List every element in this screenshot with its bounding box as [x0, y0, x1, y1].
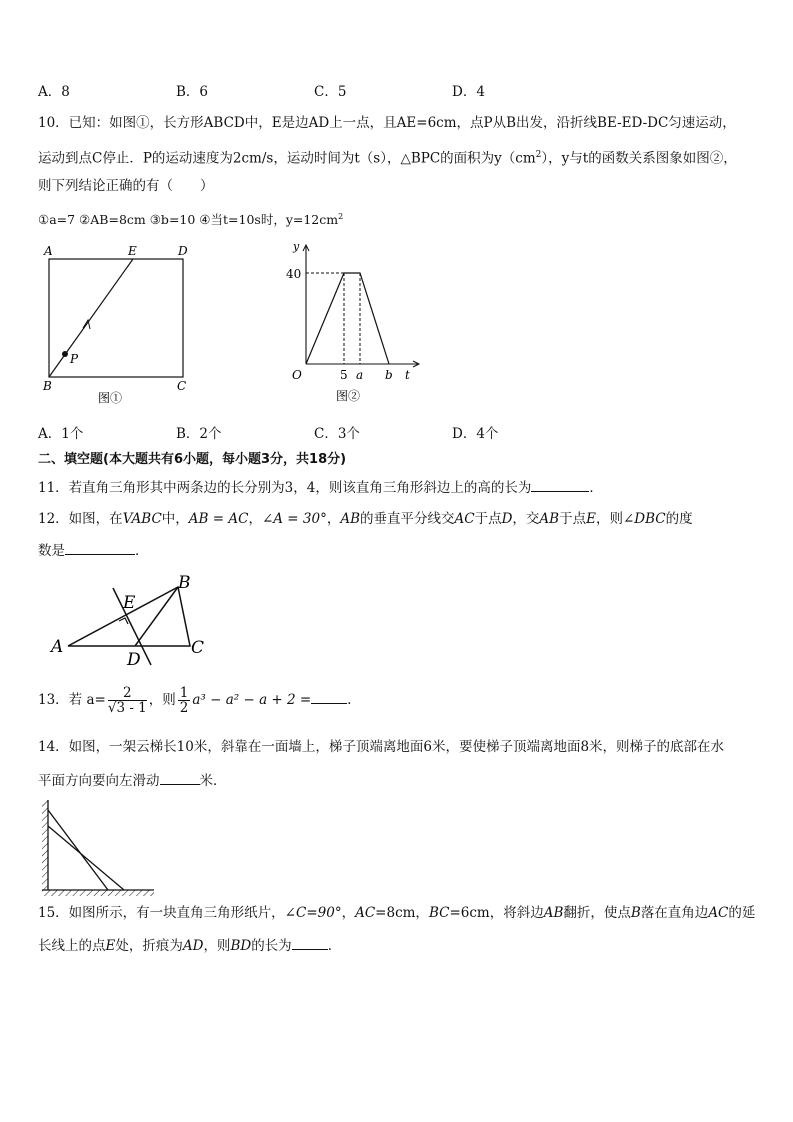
label-b: B	[43, 379, 52, 393]
wall-hatching	[42, 800, 48, 890]
q14-answer-blank	[160, 770, 200, 785]
q13-half-fraction: $\frac{1}{2}$	[179, 685, 189, 716]
q10-option-c: C．3个	[314, 426, 360, 442]
q13-answer-blank	[311, 689, 347, 704]
t-tick-b: b	[385, 368, 393, 382]
label-a: A	[44, 244, 53, 258]
label-d: D	[178, 244, 188, 258]
q10-option-d: D．4个	[452, 426, 499, 442]
t-label: t	[405, 368, 410, 382]
q15-answer-blank	[292, 935, 328, 950]
label-p: P	[70, 352, 79, 366]
section-2-heading: 二、填空题(本大题共有6小题，每小题3分，共18分)	[38, 452, 347, 467]
figure-1-caption: 图①	[98, 391, 123, 405]
figure-2-caption: 图②	[336, 389, 361, 403]
right-angle-mark	[119, 618, 128, 624]
q10-figure-2	[280, 240, 430, 410]
q10-option-a: A．1个	[38, 426, 84, 442]
function-graph	[306, 273, 389, 364]
segment-bd	[135, 587, 178, 646]
ladder-after	[48, 826, 124, 890]
q12-line-1: 12．如图，在VABC中，AB = AC，∠A = 30°，AB的垂直平分线交AC于点D，交AB于点E，则∠DBC的度	[38, 511, 693, 527]
t-tick-a: a	[356, 368, 364, 382]
origin-label: O	[292, 368, 302, 382]
ground-hatching	[42, 890, 154, 896]
segment-be	[49, 259, 133, 377]
label-d: D	[127, 650, 141, 670]
q12-answer-blank	[65, 540, 135, 555]
label-c: C	[191, 638, 205, 658]
q11-text: 11．若直角三角形其中两条边的长分别为3，4，则该直角三角形斜边上的高的长为 ．	[38, 477, 603, 498]
label-e: E	[128, 244, 137, 258]
q13-fraction: $\frac{2}{√3 - 1}$	[107, 685, 147, 716]
q15-line-2: 长线上的点E处，折痕为AD，则BD的长为 ．	[38, 935, 341, 956]
q10-figure-1	[40, 240, 200, 410]
q12-line-2: 数是 ．	[38, 540, 149, 561]
q10-line-3: 则下列结论正确的有（ ）	[38, 178, 214, 194]
q9-option-c: C．5	[314, 84, 347, 100]
label-e: E	[123, 593, 136, 613]
q14-line-1: 14．如图，一架云梯长10米，斜靠在一面墙上，梯子顶端离地面6米，要使梯子顶端离地面8米，则梯子的底部在水	[38, 739, 725, 755]
y-label: y	[293, 240, 300, 253]
q10-conclusions: ①a=7 ②AB=8cm ③b=10 ④当t=10s时，$y=12cm^2$	[38, 212, 344, 228]
q14-figure	[36, 798, 166, 898]
y-tick-40: 40	[286, 267, 302, 281]
q15-line-1: 15．如图所示，有一块直角三角形纸片，∠C=90°，AC=8cm，BC=6cm，将斜边AB翻折，使点B落在直角边AC的延	[38, 905, 756, 921]
q9-option-d: D．4	[452, 84, 485, 100]
q10-line-1: 10．已知：如图①，长方形ABCD中，E是边AD上一点，且AE=6cm，点P从B出发，沿折线BE-ED-DC匀速运动，	[38, 115, 736, 131]
q13-text: 13．若 a= $\frac{2}{√3 - 1}$ ，则 $\frac{1}{2}$ a³ − a² − a + 2 = ．	[38, 685, 361, 716]
q14-line-2: 平面方向要向左滑动 米．	[38, 770, 227, 791]
t-tick-5: 5	[340, 368, 348, 382]
q9-option-b: B．6	[176, 84, 209, 100]
q10-option-b: B．2个	[176, 426, 222, 442]
q12-figure	[48, 575, 218, 675]
q11-answer-blank	[531, 477, 589, 492]
label-b: B	[178, 573, 191, 593]
label-c: C	[177, 379, 187, 393]
label-a: A	[51, 637, 64, 657]
q10-line-2: 运动到点C停止．P的运动速度为2cm/s，运动时间为t（s），△BPC的面积为$y(cm^2)$，y与t的函数关系图象如图②，	[38, 150, 737, 167]
point-p	[62, 351, 68, 357]
q9-option-a: A．8	[38, 84, 70, 100]
ladder-before	[48, 810, 108, 890]
